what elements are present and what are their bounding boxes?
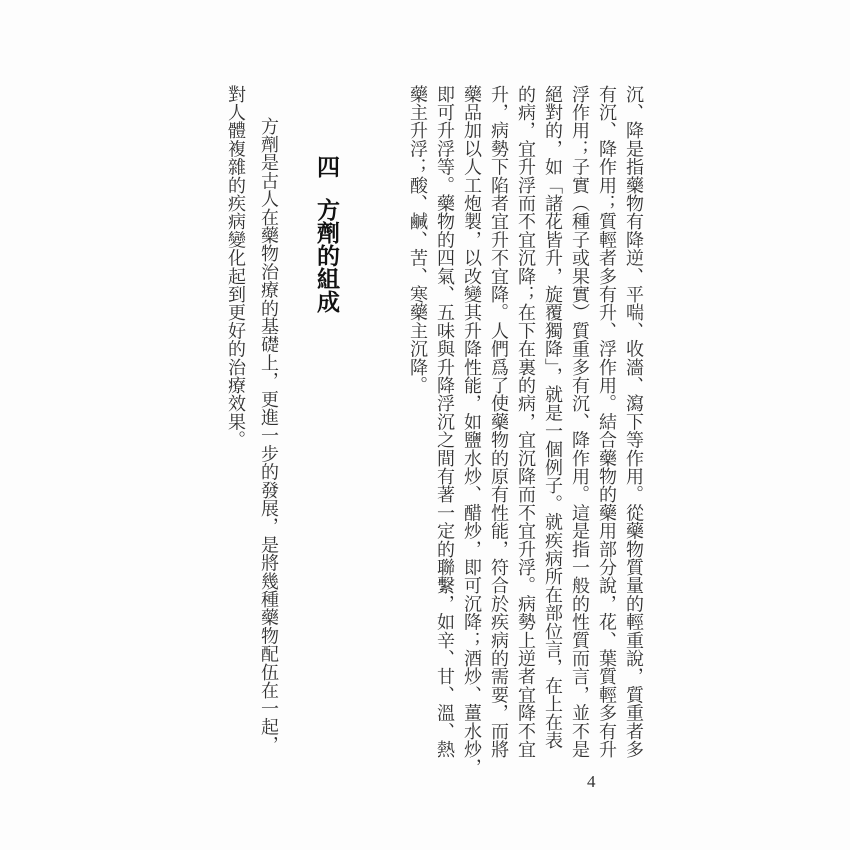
- text-column-6: 升，病勢下陷者宜升不宜降。人們爲了使藥物的原有性能，符合於疾病的需要，而將: [488, 85, 509, 759]
- text-column-9: 藥主升浮；酸、鹹、苦、寒藥主沉降。: [407, 85, 428, 395]
- section-number: 四: [313, 155, 340, 178]
- text-column-1: 沉、降是指藥物有降逆、平喘、收濇、瀉下等作用。從藥物質量的輕重說，質重者多: [623, 85, 644, 759]
- page-number: 4: [587, 772, 596, 791]
- text-column-7: 藥品加以人工炮製，以改變其升降性能，如鹽水炒、醋炒，即可沉降；酒炒、薑水炒，: [461, 85, 482, 777]
- section-heading: [313, 155, 339, 313]
- text-column-2: 有沉、降作用；質輕者多有升、浮作用。結合藥物的藥用部分說，花、葉質輕多有升: [596, 85, 617, 759]
- section-text-column-2: 對人體複雜的疾病變化起到更好的治療效果。: [225, 85, 246, 449]
- section-text-column-1: 方劑是古人在藥物治療的基礎上，更進一步的發展，是將幾種藥物配伍在一起，: [258, 117, 279, 754]
- section-title: 方劑的組成: [313, 198, 340, 313]
- text-column-5: 的病，宜升浮而不宜沉降；在下在裏的病，宜沉降而不宜升浮。病勢上逆者宜降不宜: [515, 85, 536, 759]
- text-column-3: 浮作用；子實（種子或果實）質重多有沉、降作用。這是指一般的性質而言，並不是: [569, 85, 590, 759]
- text-column-4: 絕對的，如「諸花皆升，旋覆獨降」，就是一個例子。就疾病所在部位言，在上在表: [542, 85, 563, 750]
- text-column-8: 即可升浮等。藥物的四氣、五味與升降浮沉之間有著一定的聯繫，如辛、甘、溫、熱: [434, 85, 455, 759]
